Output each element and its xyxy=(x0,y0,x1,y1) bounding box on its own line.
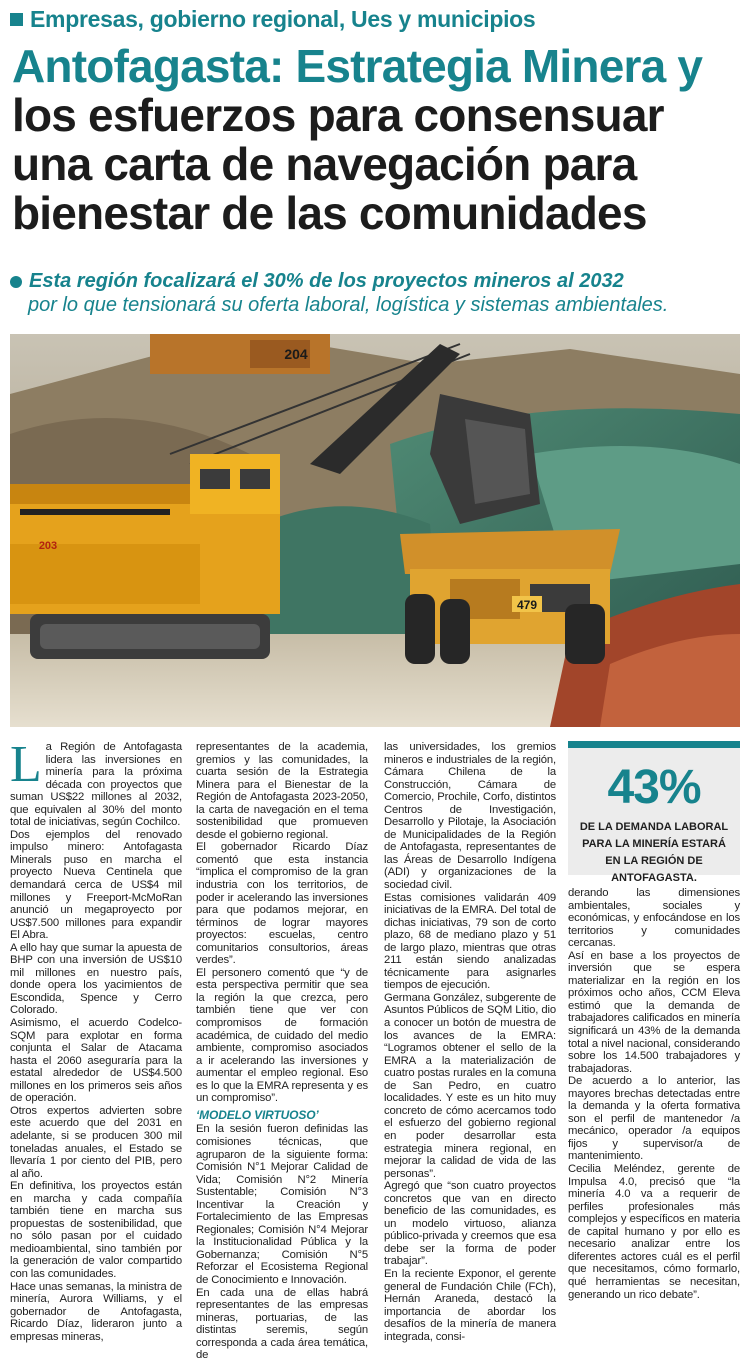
article-column-3 xyxy=(384,741,556,1343)
paragraph: Hace unas semanas, la ministra de minería, Aurora Williams, y el gobernador de Antofagasta, Ricardo Díaz, lideraron junto a empresas mineras, xyxy=(10,1280,182,1343)
paragraph: En la sesión fueron definidas las comisiones técnicas, que agruparon de la siguiente forma: Comisión N°1 Mejorar Calidad de Vida; Comisión N°2 Minería Sustentable; Comisión N°3 Incentivar la Creación y Fortalecimiento de las Empresas Regionales; Comisión N°4 Mejorar la Institucionalidad Pública y la Gobernanza; Comisión N°5 Reforzar el Ecosistema Regional de Conocimiento e Innovación. xyxy=(196,1123,368,1286)
shovel-body-number-label: 203 xyxy=(38,540,58,552)
paragraph: Así en base a los proyectos de inversión que se espera materializar en la región en los próximos ocho años, CCM Eleva estimó que la demanda de trabajadores calificados en minería significará un 43% de la demanda total a nivel nacional, considerando sobre los 14.500 trabajadores y trabajadoras. xyxy=(568,949,740,1075)
mining-photo xyxy=(10,334,740,727)
subheadline-bullet-icon xyxy=(10,276,22,288)
paragraph: Agregó que “son cuatro proyectos concretos que van en directo beneficio de las comunidades, es un modelo virtuoso, alianza público-privada y creemos que esa debe ser la forma de poder trabajar”. xyxy=(384,1180,556,1268)
paragraph: El personero comentó que “y de esta perspectiva permitir que sea la región la que crezca, pero también tiene que ver con compromisos de formación académica, de cuidado del medio ambiente, compromiso asociados a ir acelerando las inversiones y aumentar el empleo regional. Eso es lo que la EMRA representa y es un compromiso”. xyxy=(196,966,368,1105)
section-bullet-icon xyxy=(10,13,23,26)
stat-box xyxy=(568,741,740,884)
subheadline-bold-text: Esta región focalizará el 30% de los proyectos mineros al 2032 xyxy=(29,270,624,292)
paragraph: representantes de la academia, gremios y las comunidades, la cuarta sesión de la Estrategia Minera para el Bienestar de la Región de Antofagasta 2023-2050, la carta de navegación en el tema sostenibilidad que promueven desde el gobierno regional. xyxy=(196,741,368,841)
subheadline-regular: por lo que tensionará su oferta laboral, logística y sistemas ambientales. xyxy=(28,294,669,316)
paragraph: Dos ejemplos del renovado impulso minero: Antofagasta Minerals puso en marcha el proyecto Nueva Centinela que demandará cerca de US$4 mil millones y Freeport-McMoRan anunció un megaproyecto por US$7.500 millones para expandir El Abra. xyxy=(10,828,182,942)
stat-caption: DE LA DEMANDA LABORAL PARA LA MINERÍA ESTARÁ EN LA REGIÓN DE ANTOFAGASTA. xyxy=(579,821,729,884)
headline-highlight: Antofagasta: Estrategia Minera y xyxy=(12,40,703,92)
paragraph: Cecilia Meléndez, gerente de Impulsa 4.0, precisó que “la minería 4.0 va a requerir de perfiles profesionales más complejos y específicos en materia de capital humano y por ello es necesario analizar entre los diferentes actores cuál es el perfil que necesitamos, cómo formarlo, qué herramientas se necesitan, generando un rico debate”. xyxy=(568,1163,740,1301)
paragraph: Estas comisiones validarán 409 iniciativas de la EMRA. Del total de dichas iniciativas, 79 son de corto plazo, 68 de mediano plazo y 51 de largo plazo, mientras que otras 211 están siendo analizadas técnicamente para asignarles tiempos de ejecución. xyxy=(384,891,556,992)
paragraph: En definitiva, los proyectos están en marcha y cada compañía también tiene en marcha sus propuestas de sostenibilidad, que no sólo pasan por el cuidado medioambiental, sino también por la generación de valor compartido con las comunidades. xyxy=(10,1180,182,1280)
drop-cap: L xyxy=(10,736,42,793)
subheadline-bold xyxy=(10,270,740,293)
shovel-number-label: 204 xyxy=(284,346,308,362)
paragraph: En la reciente Exponor, el gerente general de Fundación Chile (FCh), Hernán Araneda, destacó la importancia de abordar los desafíos de la minería de manera integrada, consi- xyxy=(384,1267,556,1343)
article-subhead: ‘MODELO VIRTUOSO’ xyxy=(196,1107,319,1122)
headline-rest: los esfuerzos para consensuar una carta de navegación para bienestar de las comunidades xyxy=(12,89,664,239)
headline xyxy=(12,42,742,238)
mining-photo-illustration xyxy=(10,334,740,727)
stat-value: 43% xyxy=(607,761,701,814)
paragraph: Germana González, subgerente de Asuntos Públicos de SQM Litio, dio a conocer un botón de muestra de los avances de la EMRA: “Logramos obtener el sello de la EMRA a la materialización de cuatro postas rurales en la comuna de San Pedro, en cuatro localidades. Y este es un hito muy concreto de cómo acercamos todo el esfuerzo del gobierno regional en poder desarrollar esta estrategia minera regional, en mejorar la calidad de vida de las personas”. xyxy=(384,991,556,1180)
paragraph: De acuerdo a lo anterior, las mayores brechas detectadas entre la demanda y la oferta formativa son el perfil de mantenedor /a mecánico, operador /a equipos fijos y supervisor/a de mantenimiento. xyxy=(568,1075,740,1163)
paragraph: Otros expertos advierten sobre este acuerdo que del 2031 en adelante, si se producen 300 mil toneladas anuales, el Estado se llevaría 1 por ciento del PIB, pero al año. xyxy=(10,1104,182,1180)
paragraph: a Región de Antofagasta lidera las inversiones en minería para la próxima década con proyectos que suman US$22 millones al 2032, que equivalen al 30% del monto total de iniciativas, según Cochilco. xyxy=(10,741,182,829)
paragraph: derando las dimensiones ambientales, sociales y económicas, y enfocándose en los territorios y comunidades cercanas. xyxy=(568,887,740,950)
paragraph: El gobernador Ricardo Díaz comentó que esta instancia “implica el compromiso de la gran industria con los territorios, de poder ir acelerando las inversiones para que podamos mejorar, en términos de lograr mayores proyectos: escuelas, centro comunitarios consultorios, áreas verdes”. xyxy=(196,841,368,967)
truck-number-label: 479 xyxy=(516,598,538,612)
section-label-text: Empresas, gobierno regional, Ues y municipios xyxy=(30,5,536,32)
section-label xyxy=(10,6,740,32)
paragraph: En cada una de ellas habrá representantes de las empresas mineras, portuarias, de las distintas seremis, según corresponda a cada área temática, de xyxy=(196,1286,368,1362)
article-column-1 xyxy=(10,736,182,1343)
paragraph: Asimismo, el acuerdo Codelco-SQM para explotar en forma conjunta el Salar de Atacama hasta el 2060 aseguraría para la estatal alrededor de US$4.500 millones en los primeros seis años de operación. xyxy=(10,1017,182,1105)
article-column-2 xyxy=(196,741,368,1362)
paragraph: A ello hay que sumar la apuesta de BHP con una inversión de US$10 mil millones en nuestro país, donde opera los yacimientos de Escondida, Spence y Cerro Colorado. xyxy=(10,941,182,1017)
paragraph: las universidades, los gremios mineros e industriales de la región, Cámara Chilena de la Construcción, Cámara de Comercio, Prochile, Corfo, distintos Centros de Investigación, Desarrollo y Pilotaje, la Asociación de Municipalidades de la Región de Antofagasta, representantes de las Áreas de Desarrollo Indígena (ADI) y organizaciones de la sociedad civil. xyxy=(384,741,556,892)
article-column-4 xyxy=(568,887,740,1301)
